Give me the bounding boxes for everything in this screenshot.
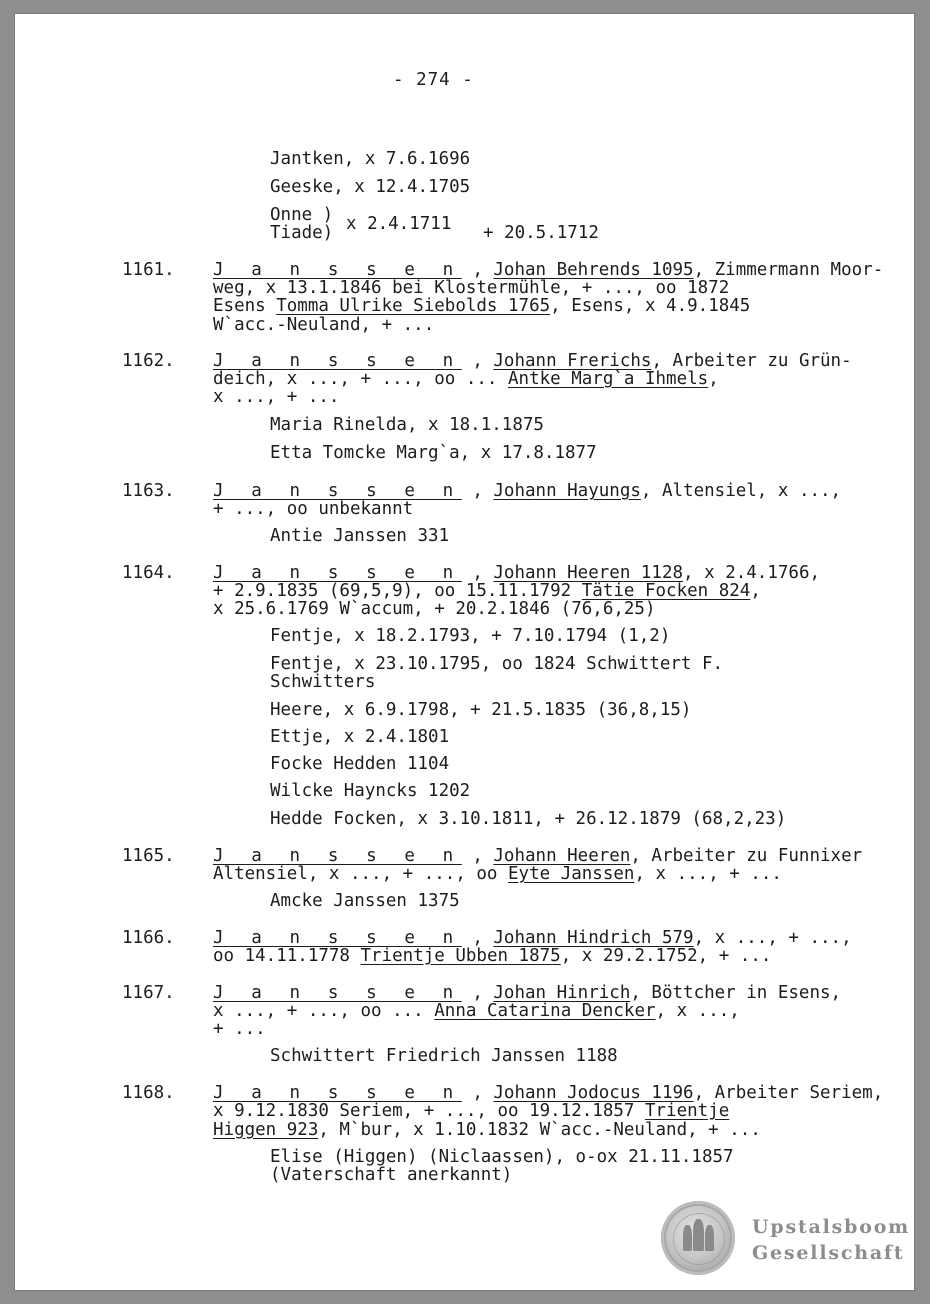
person-name: Johann Hayungs — [493, 481, 641, 501]
spouse-name: Antke Marg`a Ihmels — [508, 369, 709, 389]
entry-1167-line3: + ... — [213, 1019, 266, 1039]
person-name: Johan Hinrich — [493, 983, 631, 1003]
entry-1162-line2: deich, x ..., + ..., oo ... Antke Marg`a Ihmels, — [213, 369, 719, 389]
entry-1162-line1: J a n s s e n , Johann Frerichs, Arbeiter zu Grün- — [213, 351, 852, 371]
entry-1168-line1: J a n s s e n , Johann Jodocus 1196, Arbeiter Seriem, — [213, 1083, 884, 1103]
entry-1161-line4: W`acc.-Neuland, + ... — [213, 315, 435, 335]
surname: J a n s s e n — [213, 260, 462, 280]
page-number: - 274 - — [393, 70, 474, 90]
entry-number-1167: 1167. — [122, 983, 175, 1003]
entry-number-1164: 1164. — [122, 563, 175, 583]
surname: J a n s s e n — [213, 846, 462, 866]
person-name: Johann Jodocus 1196 — [493, 1083, 694, 1103]
entry-1164-child5: Focke Hedden 1104 — [270, 754, 450, 774]
surname: J a n s s e n — [213, 1083, 462, 1103]
onne-tiade-death: + 20.5.1712 — [483, 223, 599, 243]
person-name: Johann Heeren — [493, 846, 631, 866]
surname: J a n s s e n — [213, 481, 462, 501]
entry-1166-line1: J a n s s e n , Johann Hindrich 579, x ..., + ..., — [213, 928, 852, 948]
entry-1164-line3: x 25.6.1769 W`accum, + 20.2.1846 (76,6,25) — [213, 599, 656, 619]
entry-number-1162: 1162. — [122, 351, 175, 371]
entry-1164-child2b: Schwitters — [270, 672, 376, 692]
spouse-name: Trientje Ubben 1875 — [360, 946, 561, 966]
entry-1168-line2: x 9.12.1830 Seriem, + ..., oo 19.12.1857 Trientje — [213, 1101, 730, 1121]
entry-1166-line2: oo 14.11.1778 Trientje Ubben 1875, x 29.2.1752, + ... — [213, 946, 772, 966]
surname: J a n s s e n — [213, 928, 462, 948]
entry-number-1163: 1163. — [122, 481, 175, 501]
entry-1164-child4: Ettje, x 2.4.1801 — [270, 727, 450, 747]
onne-tiade-birth: x 2.4.1711 — [346, 214, 452, 234]
entry-1164-child2a: Fentje, x 23.10.1795, oo 1824 Schwittert F. — [270, 654, 724, 674]
entry-1164-line1: J a n s s e n , Johann Heeren 1128, x 2.4.1766, — [213, 563, 821, 583]
entry-1162-line3: x ..., + ... — [213, 387, 340, 407]
entry-1165-child1: Amcke Janssen 1375 — [270, 891, 460, 911]
entry-1161-line3: Esens Tomma Ulrike Siebolds 1765, Esens, x 4.9.1845 — [213, 296, 751, 316]
entry-1163-child1: Antie Janssen 331 — [270, 526, 450, 546]
entry-1168-child1a: Elise (Higgen) (Niclaassen), o-ox 21.11.1857 — [270, 1147, 734, 1167]
child-onne: Onne ) — [270, 205, 334, 225]
entry-number-1165: 1165. — [122, 846, 175, 866]
entry-1164-line2: + 2.9.1835 (69,5,9), oo 15.11.1792 Tätie Focken 824, — [213, 581, 761, 601]
entry-1162-child1: Maria Rinelda, x 18.1.1875 — [270, 415, 544, 435]
entry-1168-line3: Higgen 923, M`bur, x 1.10.1832 W`acc.-Neuland, + ... — [213, 1120, 761, 1140]
entry-1164-child1: Fentje, x 18.2.1793, + 7.10.1794 (1,2) — [270, 626, 671, 646]
logo-text-line2: Gesellschaft — [752, 1242, 905, 1264]
logo-text-line1: Upstalsboom — [752, 1216, 911, 1238]
child-geeske: Geeske, x 12.4.1705 — [270, 177, 471, 197]
entry-1167-line2: x ..., + ..., oo ... Anna Catarina Dencker, x ..., — [213, 1001, 740, 1021]
entry-1161-line1: J a n s s e n , Johan Behrends 1095, Zimmermann Moor- — [213, 260, 884, 280]
person-name: Johann Hindrich 579 — [493, 928, 694, 948]
spouse-name: Tomma Ulrike Siebolds 1765 — [276, 296, 551, 316]
spouse-name: Trientje — [644, 1101, 730, 1121]
child-tiade: Tiade) — [270, 223, 334, 243]
entry-1163-line1: J a n s s e n , Johann Hayungs, Altensiel, x ..., — [213, 481, 842, 501]
entry-1162-child2: Etta Tomcke Marg`a, x 17.8.1877 — [270, 443, 597, 463]
entry-1165-line1: J a n s s e n , Johann Heeren, Arbeiter zu Funnixer — [213, 846, 863, 866]
spouse-name-cont: Higgen 923 — [213, 1120, 319, 1140]
entry-1164-child7: Hedde Focken, x 3.10.1811, + 26.12.1879 (68,2,23) — [270, 809, 787, 829]
entry-1165-line2: Altensiel, x ..., + ..., oo Eyte Janssen, x ..., + ... — [213, 864, 782, 884]
spouse-name: Anna Catarina Dencker — [434, 1001, 656, 1021]
entry-1167-child1: Schwittert Friedrich Janssen 1188 — [270, 1046, 618, 1066]
entry-number-1161: 1161. — [122, 260, 175, 280]
person-name: Johann Frerichs — [493, 351, 652, 371]
surname: J a n s s e n — [213, 563, 462, 583]
child-jantken: Jantken, x 7.6.1696 — [270, 149, 471, 169]
entry-1161-line2: weg, x 13.1.1846 bei Klostermühle, + ..., oo 1872 — [213, 278, 730, 298]
spouse-name: Eyte Janssen — [508, 864, 635, 884]
seal-logo-icon — [661, 1201, 735, 1275]
person-name: Johann Heeren 1128 — [493, 563, 684, 583]
surname: J a n s s e n — [213, 983, 462, 1003]
entry-number-1168: 1168. — [122, 1083, 175, 1103]
person-name: Johan Behrends 1095 — [493, 260, 694, 280]
spouse-name: Tätie Focken 824 — [581, 581, 751, 601]
entry-1168-child1b: (Vaterschaft anerkannt) — [270, 1165, 513, 1185]
surname: J a n s s e n — [213, 351, 462, 371]
entry-1164-child6: Wilcke Hayncks 1202 — [270, 781, 471, 801]
entry-1167-line1: J a n s s e n , Johan Hinrich, Böttcher in Esens, — [213, 983, 842, 1003]
entry-1163-line2: + ..., oo unbekannt — [213, 499, 414, 519]
entry-number-1166: 1166. — [122, 928, 175, 948]
entry-1164-child3: Heere, x 6.9.1798, + 21.5.1835 (36,8,15) — [270, 700, 692, 720]
